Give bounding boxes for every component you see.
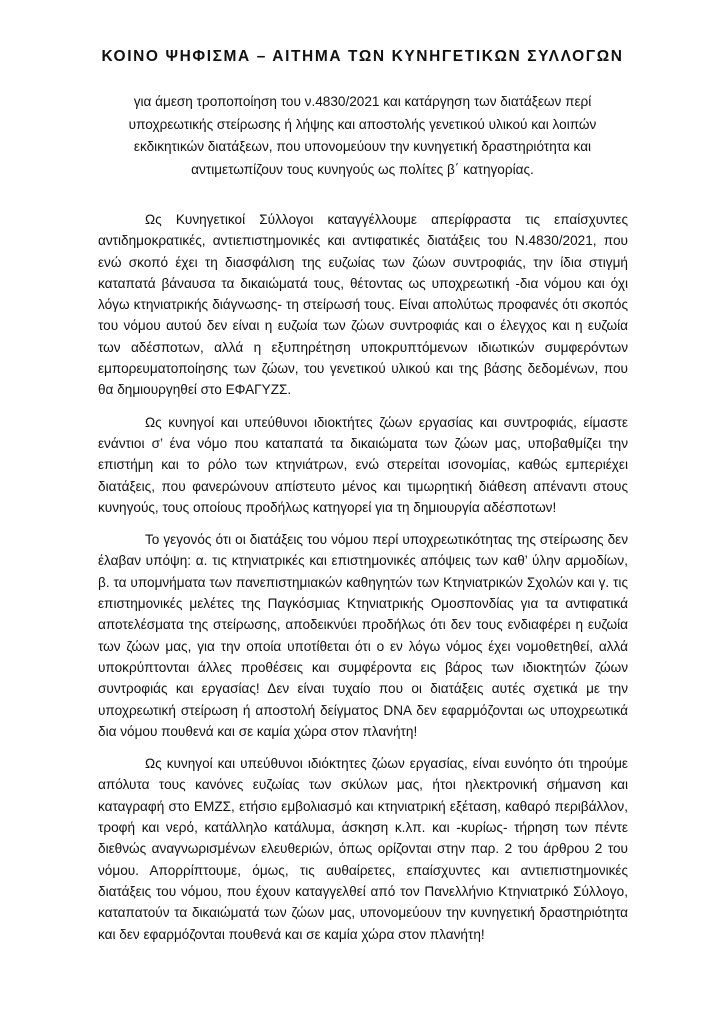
paragraph-3 bbox=[98, 529, 628, 742]
paragraph-line: και δεν εφαρμόζονται πουθενά και σε καμία χώρα στον πλανήτη! bbox=[98, 926, 485, 942]
paragraph-line: καταπατούν τα δικαιώματά των ζώων μας, υπονομεύουν την κυνηγετική δραστηριότητα bbox=[98, 905, 628, 921]
paragraph-line: Ως κυνηγοί και υπεύθυνοι ιδιοκτήτες ζώων εργασίας και συντροφιάς, είμαστε bbox=[145, 414, 628, 430]
paragraph-line: β. τα υπομνήματα των πανεπιστημιακών καθηγητών των Κτηνιατρικών Σχολών και γ. τις bbox=[98, 574, 628, 590]
paragraph-line: αποτελέσματα της στείρωσης, αποδεικνύει προδήλως ότι δεν τους ενδιαφέρει η ευζωία bbox=[98, 617, 628, 633]
paragraph-line: Ως κυνηγοί και υπεύθυνοι ιδιόκτητες ζώων εργασίας, είναι ευνόητο ότι τηρούμε bbox=[145, 756, 628, 772]
paragraph-line: υποκρύπτονται άλλες προθέσεις και συμφέροντα εις βάρος των ιδιοκτητών ζώων bbox=[98, 659, 628, 675]
paragraph-line: ενώ σκοπό έχει τη διασφάλιση της ευζωίας των ζώων συντροφιάς, την ίδια στιγμή bbox=[98, 254, 628, 270]
subtitle-line: εκδικητικών διατάξεων, που υπονομεύουν την κυνηγετική δραστηριότητα και bbox=[133, 139, 592, 155]
paragraph-line: των αδέσποτων, αλλά η εξυπηρέτηση υποκρυπτόμενων ιδιωτικών συμφερόντων bbox=[98, 339, 628, 355]
paragraph-line: επιστημονικές μελέτες της Παγκόσμιας Κτηνιατρικής Ομοσπονδίας για τα αντιφατικά bbox=[98, 596, 628, 612]
paragraph-line: καταγραφή στο ΕΜΖΣ, ετήσιο εμβολιασμό και κτηνιατρική εξέταση, καθαρό περιβάλλον, bbox=[98, 798, 628, 814]
paragraph-line: κυνηγούς, τους οποίους προδήλως κατηγορεί για τη δημιουργία αδέσποτων! bbox=[98, 499, 557, 515]
paragraph-line: διατάξεις του νόμου, που έχουν καταγγελθεί από τον Πανελλήνιο Κτηνιατρικό Σύλλογο, bbox=[98, 883, 628, 899]
paragraph-line: καταπατά βάναυσα τα δικαιώματά τους, θέτοντας ως υποχρεωτική -δια νόμου και όχι bbox=[98, 275, 628, 291]
paragraph-line: έλαβαν υπόψη: α. τις κτηνιατρικές και επιστημονικές απόψεις των καθ’ ύλην αρμοδίων, bbox=[98, 553, 628, 569]
paragraph-1 bbox=[98, 209, 628, 401]
paragraph-line: τροφή και νερό, κατάλληλο κατάλυμα, άσκηση κ.λπ. και -κυρίως- τήρηση των πέντε bbox=[98, 820, 628, 836]
paragraph-line: επιστήμη και το ρόλο των κτηνιάτρων, ενώ στερείται ισονομίας, καθώς εμπεριέχει bbox=[98, 457, 628, 473]
paragraph-4 bbox=[98, 753, 628, 945]
paragraph-2 bbox=[98, 412, 628, 518]
paragraph-line: Ως Κυνηγετικοί Σύλλογοι καταγγέλλουμε απερίφραστα τις επαίσχυντες bbox=[145, 212, 628, 227]
paragraph-line: του νόμου αυτού δεν είναι η ευζωία των ζώων συντροφιάς και ο έλεγχος και η ευζωία bbox=[98, 318, 628, 334]
paragraph-line: θα δημιουργηθεί στο ΕΦΑΓΥΖΣ. bbox=[98, 382, 292, 398]
paragraph-line: λόγω κτηνιατρικής διάγνωσης- τη στείρωσή τους. Είναι απολύτως προφανές ότι σκοπός bbox=[98, 297, 628, 313]
paragraph-line: των ζώων μας, για την οποία υποτίθεται ότι ο εν λόγω νόμος έχει νομοθετηθεί, αλλά bbox=[98, 638, 628, 654]
paragraph-line: εμπορευματοποίησης των ζώων, του γενετικού υλικού και της βάσης δεδομένων, που bbox=[98, 361, 628, 377]
paragraph-line: συντροφιάς και εργασίας! Δεν είναι τυχαίο που οι διατάξεις αυτές σχετικά με την bbox=[98, 681, 628, 697]
paragraph-line: Το γεγονός ότι οι διατάξεις του νόμου περί υποχρεωτικότητας της στείρωσης δεν bbox=[145, 532, 628, 548]
subtitle-line: για άμεση τροποποίηση του ν.4830/2021 και κατάργηση των διατάξεων περί bbox=[133, 94, 592, 109]
paragraph-line: διατάξεις, που φανερώνουν απίστευτο μένος και τιμωρητική διάθεση απέναντι στους bbox=[98, 478, 628, 494]
paragraph-line: νόμου. Απορρίπτουμε, όμως, τις αυθαίρετες, επαίσχυντες και αντιεπιστημονικές bbox=[98, 862, 628, 878]
paragraph-line: διεθνώς αναγνωρισμένων ελευθεριών, όπως ορίζονται στην παρ. 2 του άρθρου 2 του bbox=[98, 841, 628, 857]
paragraph-line: δια νόμου πουθενά και σε καμία χώρα στον πλανήτη! bbox=[98, 723, 418, 739]
paragraph-line: υποχρεωτική στείρωση ή αποστολή δείγματος DNA δεν εφαρμόζονται ως υποχρεωτικά bbox=[98, 702, 628, 718]
document-title: ΚΟΙΝΟ ΨΗΦΙΣΜΑ – ΑΙΤΗΜΑ ΤΩΝ ΚΥΝΗΓΕΤΙΚΩΝ ΣΥΛΛΟΓΩΝ bbox=[101, 48, 624, 65]
document-body bbox=[98, 209, 628, 956]
subtitle-line: αντιμετωπίζουν τους κυνηγούς ως πολίτες β΄ κατηγορίας. bbox=[191, 162, 534, 178]
paragraph-line: αντιδημοκρατικές, αντιεπιστημονικές και αντιφατικές διατάξεις του Ν.4830/2021, που bbox=[98, 233, 628, 249]
document-subtitle bbox=[110, 91, 615, 182]
paragraph-line: απόλυτα τους κανόνες ευζωίας των σκύλων μας, ήτοι ηλεκτρονική σήμανση και bbox=[98, 777, 628, 793]
paragraph-line: ενάντιοι σ’ ένα νόμο που καταπατά τα δικαιώματα των ζώων μας, υποβαθμίζει την bbox=[98, 435, 628, 451]
subtitle-line: υποχρεωτικής στείρωσης ή λήψης και αποστολής γενετικού υλικού και λοιπών bbox=[128, 116, 597, 132]
